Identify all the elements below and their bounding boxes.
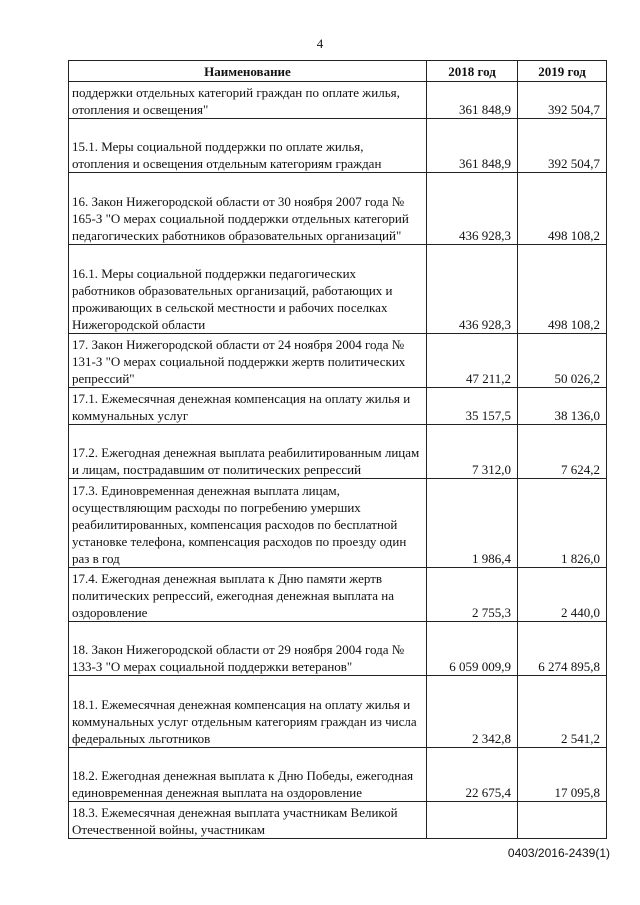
- document-code: 0403/2016-2439(1): [507, 846, 610, 860]
- row-value-2019: 392 504,7: [518, 119, 607, 173]
- row-value-2019: [518, 802, 607, 839]
- row-value-2019: 50 026,2: [518, 334, 607, 388]
- row-value-2018: 47 211,2: [427, 334, 518, 388]
- row-value-2019: 7 624,2: [518, 425, 607, 479]
- row-value-2018: 2 755,3: [427, 568, 518, 622]
- row-name: 17. Закон Нижегородской области от 24 ноября 2004 года № 131-З "О мерах социальной поддержки жертв политических репрессий": [69, 334, 427, 388]
- row-value-2018: 6 059 009,9: [427, 622, 518, 676]
- row-name: 18. Закон Нижегородской области от 29 ноября 2004 года № 133-З "О мерах социальной поддержки ветеранов": [69, 622, 427, 676]
- row-name: 17.3. Единовременная денежная выплата лицам, осуществляющим расходы по погребению умерших реабилитированных, компенсация расходов по бесплатной установке телефона, компенсация расходов по проезду один раз в год: [69, 479, 427, 568]
- row-name: 17.2. Ежегодная денежная выплата реабилитированным лицам и лицам, пострадавшим от политических репрессий: [69, 425, 427, 479]
- row-name: 18.3. Ежемесячная денежная выплата участникам Великой Отечественной войны, участникам: [69, 802, 427, 839]
- row-value-2018: 35 157,5: [427, 388, 518, 425]
- table-row: [69, 173, 607, 245]
- row-value-2018: [427, 802, 518, 839]
- row-name: 16. Закон Нижегородской области от 30 ноября 2007 года № 165-З "О мерах социальной поддержки отдельных категорий педагогических работников образовательных организаций": [69, 173, 427, 245]
- row-value-2018: 2 342,8: [427, 676, 518, 748]
- table-row: [69, 82, 607, 119]
- row-name: 16.1. Меры социальной поддержки педагогических работников образовательных организаций, работающих и проживающих в сельской местности и рабочих поселках Нижегородской области: [69, 245, 427, 334]
- row-value-2019: 2 541,2: [518, 676, 607, 748]
- table-row: [69, 119, 607, 173]
- table-row: [69, 568, 607, 622]
- page-number: 4: [316, 36, 324, 51]
- row-value-2019: 498 108,2: [518, 245, 607, 334]
- row-value-2018: 361 848,9: [427, 82, 518, 119]
- row-name: 17.1. Ежемесячная денежная компенсация на оплату жилья и коммунальных услуг: [69, 388, 427, 425]
- header-2019: 2019 год: [518, 61, 607, 82]
- row-name: 18.1. Ежемесячная денежная компенсация на оплату жилья и коммунальных услуг отдельным категориям граждан из числа федеральных льготников: [69, 676, 427, 748]
- row-value-2019: 6 274 895,8: [518, 622, 607, 676]
- row-name: 17.4. Ежегодная денежная выплата к Дню памяти жертв политических репрессий, ежегодная денежная выплата на оздоровление: [69, 568, 427, 622]
- row-value-2018: 436 928,3: [427, 173, 518, 245]
- row-value-2019: 392 504,7: [518, 82, 607, 119]
- row-value-2019: 17 095,8: [518, 748, 607, 802]
- table-row: [69, 622, 607, 676]
- row-value-2018: 22 675,4: [427, 748, 518, 802]
- table-row: [69, 388, 607, 425]
- table-row: [69, 802, 607, 839]
- row-name: 18.2. Ежегодная денежная выплата к Дню Победы, ежегодная единовременная денежная выплата на оздоровление: [69, 748, 427, 802]
- row-name: 15.1. Меры социальной поддержки по оплате жилья, отопления и освещения отдельным категориям граждан: [69, 119, 427, 173]
- table-row: [69, 479, 607, 568]
- header-2018: 2018 год: [427, 61, 518, 82]
- row-value-2018: 7 312,0: [427, 425, 518, 479]
- table-row: [69, 425, 607, 479]
- row-value-2019: 38 136,0: [518, 388, 607, 425]
- table-header-row: [69, 61, 607, 82]
- row-name: поддержки отдельных категорий граждан по оплате жилья, отопления и освещения": [69, 82, 427, 119]
- header-name: Наименование: [69, 61, 427, 82]
- row-value-2018: 436 928,3: [427, 245, 518, 334]
- table-row: [69, 748, 607, 802]
- row-value-2019: 1 826,0: [518, 479, 607, 568]
- row-value-2018: 1 986,4: [427, 479, 518, 568]
- row-value-2019: 498 108,2: [518, 173, 607, 245]
- table-row: [69, 245, 607, 334]
- row-value-2019: 2 440,0: [518, 568, 607, 622]
- table-row: [69, 676, 607, 748]
- table-row: [69, 334, 607, 388]
- row-value-2018: 361 848,9: [427, 119, 518, 173]
- budget-table: [68, 60, 607, 839]
